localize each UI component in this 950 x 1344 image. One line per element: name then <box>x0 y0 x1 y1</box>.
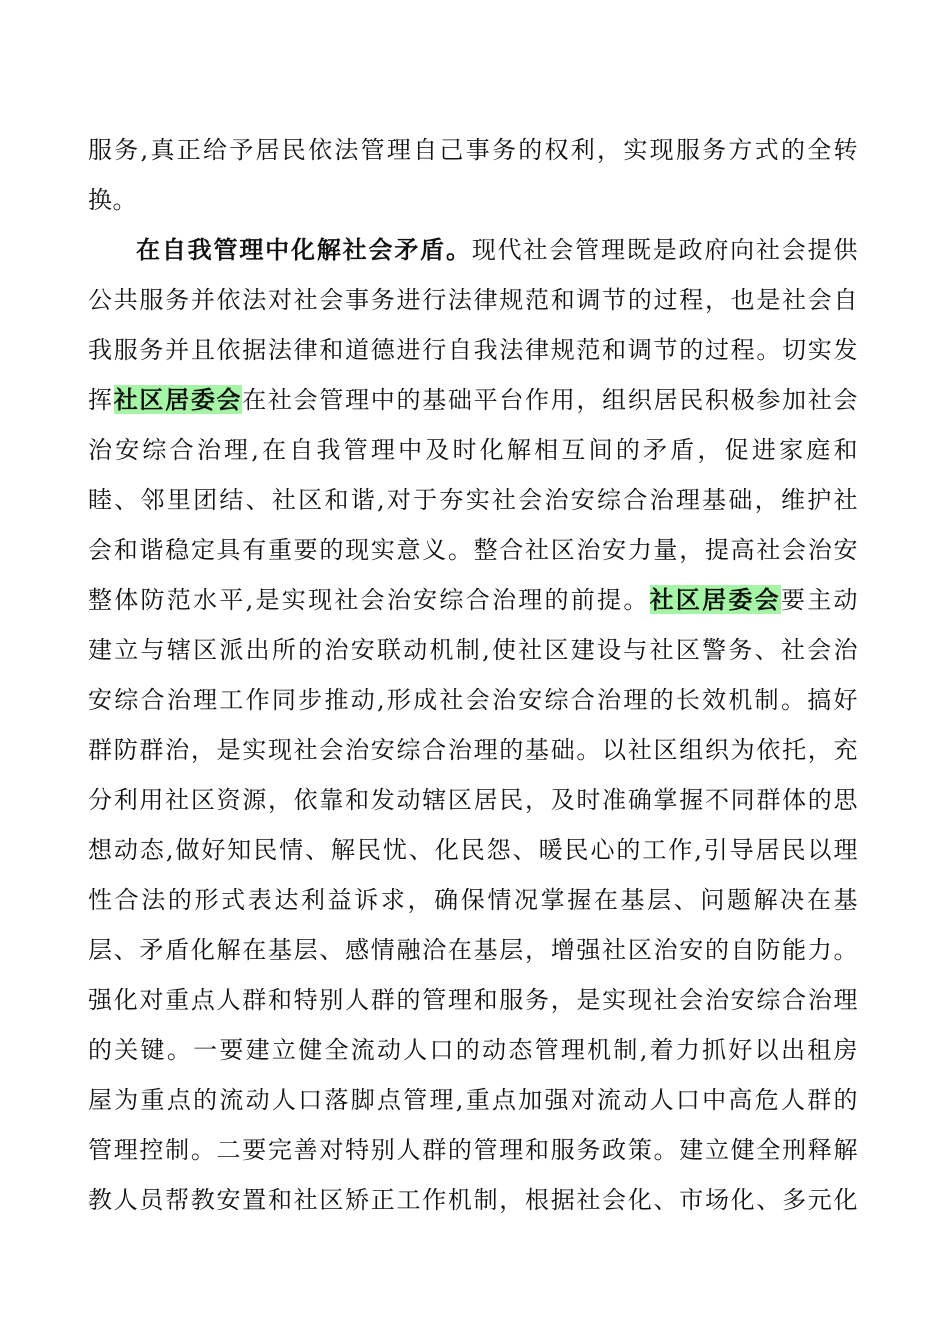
text-segment: 治安综合治理,在自我管理中及时化解相互间的矛盾，促进家庭和 <box>88 436 858 464</box>
text-line <box>88 825 858 875</box>
text-line <box>88 1175 858 1225</box>
text-segment: 整体防范水平,是实现社会治安综合治理的前提。 <box>88 586 650 614</box>
text-line <box>88 1075 858 1125</box>
text-segment: 教人员帮教安置和社区矫正工作机制，根据社会化、市场化、多元化 <box>88 1186 858 1214</box>
text-segment: 管理控制。二要完善对特别人群的管理和服务政策。建立健全刑释解 <box>88 1136 858 1164</box>
highlighted-term: 社区居委会 <box>649 585 781 614</box>
text-segment: 公共服务并依法对社会事务进行法律规范和调节的过程，也是社会自 <box>88 286 858 314</box>
text-segment: 想动态,做好知民情、解民忧、化民怨、暖民心的工作,引导居民以理 <box>88 836 858 864</box>
paragraph-heading: 在自我管理中化解社会矛盾。 <box>136 235 472 264</box>
text-line <box>88 1125 858 1175</box>
text-segment: 挥 <box>88 386 114 414</box>
text-segment: 睦、邻里团结、社区和谐,对于夯实社会治安综合治理基础，维护社 <box>88 486 858 514</box>
text-segment: 换。 <box>88 186 137 214</box>
text-segment: 屋为重点的流动人口落脚点管理,重点加强对流动人口中高危人群的 <box>88 1086 858 1114</box>
text-segment: 要主动 <box>780 586 858 614</box>
text-segment: 会和谐稳定具有重要的现实意义。整合社区治安力量，提高社会治安 <box>88 536 858 564</box>
text-segment: 强化对重点人群和特别人群的管理和服务，是实现社会治安综合治理 <box>88 986 858 1014</box>
text-line <box>88 175 137 225</box>
text-segment: 现代社会管理既是政府向社会提供 <box>471 236 859 264</box>
highlighted-term: 社区居委会 <box>113 385 243 414</box>
text-line <box>88 475 858 525</box>
text-line <box>88 875 858 925</box>
text-line <box>88 525 858 575</box>
text-line <box>88 575 858 625</box>
text-segment: 在社会管理中的基础平台作用，组织居民积极参加社会 <box>242 386 859 414</box>
text-line <box>88 925 858 975</box>
text-line <box>88 725 858 775</box>
text-line <box>88 775 858 825</box>
text-segment: 我服务并且依据法律和道德进行自我法律规范和调节的过程。切实发 <box>88 336 858 364</box>
text-line <box>88 1025 858 1075</box>
text-line <box>88 675 858 725</box>
paragraph-start-line <box>136 225 858 275</box>
text-line <box>88 275 858 325</box>
text-segment: 建立与辖区派出所的治安联动机制,使社区建设与社区警务、社会治 <box>88 636 858 664</box>
text-segment: 群防群治，是实现社会治安综合治理的基础。以社区组织为依托，充 <box>88 736 858 764</box>
text-segment: 层、矛盾化解在基层、感情融洽在基层，增强社区治安的自防能力。 <box>88 936 858 964</box>
text-line <box>88 975 858 1025</box>
text-segment: 性合法的形式表达利益诉求，确保情况掌握在基层、问题解决在基 <box>88 886 858 914</box>
text-segment: 的关键。一要建立健全流动人口的动态管理机制,着力抓好以出租房 <box>88 1036 858 1064</box>
text-segment: 分利用社区资源，依靠和发动辖区居民，及时准确掌握不同群体的思 <box>88 786 858 814</box>
text-line <box>88 375 858 425</box>
text-segment: 安综合治理工作同步推动,形成社会治安综合治理的长效机制。搞好 <box>88 686 858 714</box>
text-line <box>88 125 858 175</box>
text-line <box>88 625 858 675</box>
text-line <box>88 325 858 375</box>
text-line <box>88 425 858 475</box>
text-segment: 服务,真正给予居民依法管理自己事务的权利，实现服务方式的全转 <box>88 136 858 164</box>
